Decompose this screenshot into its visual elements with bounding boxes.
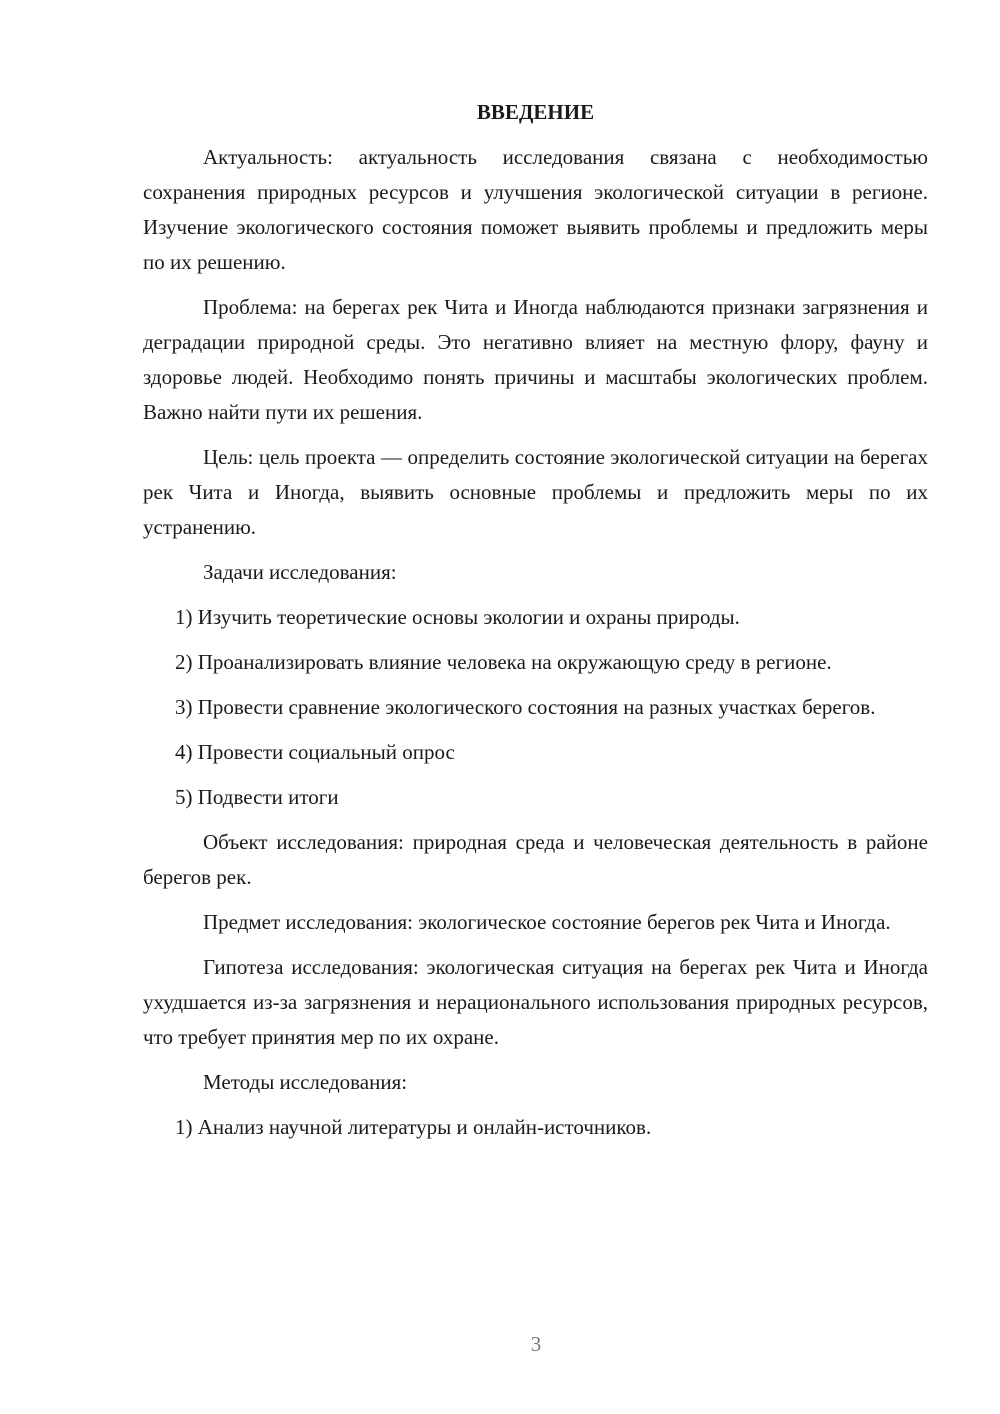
page-number: 3 xyxy=(530,1332,542,1356)
paragraph-tasks-heading: Задачи исследования: xyxy=(203,560,397,584)
paragraph-hypothesis: Гипотеза исследования: экологическая ситуация на берегах рек Чита и Иногда ухудшается из-за загрязнения и нерационального использования природных ресурсов, что требует принятия мер по их охране. xyxy=(143,955,928,1049)
paragraph-problem: Проблема: на берегах рек Чита и Иногда наблюдаются признаки загрязнения и деградации природной среды. Это негативно влияет на местную флору, фауну и здоровье людей. Необходимо понять причины и масштабы экологических проблем. Важно найти пути их решения. xyxy=(143,295,928,424)
section-title: ВВЕДЕНИЕ xyxy=(476,100,595,124)
paragraph-goal: Цель: цель проекта — определить состояние экологической ситуации на берегах рек Чита и Иногда, выявить основные проблемы и предложить меры по их устранению. xyxy=(143,445,928,539)
task-item-1: 1) Изучить теоретические основы экологии и охраны природы. xyxy=(175,605,740,629)
paragraph-relevance: Актуальность: актуальность исследования связана с необходимостью сохранения природных ресурсов и улучшения экологической ситуации в регионе. Изучение экологического состояния поможет выявить проблемы и предложить меры по их решению. xyxy=(143,145,928,274)
page-body xyxy=(143,95,928,1145)
task-item-3: 3) Провести сравнение экологического состояния на разных участках берегов. xyxy=(175,695,876,719)
task-item-2: 2) Проанализировать влияние человека на окружающую среду в регионе. xyxy=(175,650,832,674)
task-item-4: 4) Провести социальный опрос xyxy=(175,740,455,764)
paragraph-methods-heading: Методы исследования: xyxy=(203,1070,408,1094)
paragraph-subject: Предмет исследования: экологическое состояние берегов рек Чита и Иногда. xyxy=(203,910,891,934)
task-item-5: 5) Подвести итоги xyxy=(175,785,339,809)
paragraph-object: Объект исследования: природная среда и человеческая деятельность в районе берегов рек. xyxy=(143,830,928,889)
method-item-1: 1) Анализ научной литературы и онлайн-источников. xyxy=(175,1115,652,1139)
